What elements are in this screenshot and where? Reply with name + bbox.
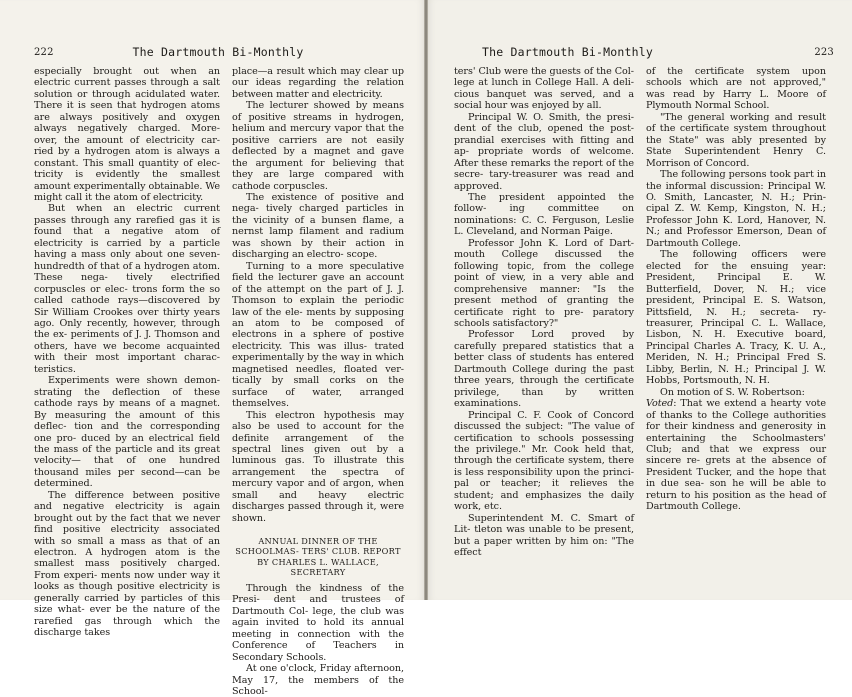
paragraph: Professor John K. Lord of Dart- mouth College discussed the following topic, from the college point of view, in a very able and comprehensive manner: "Is the present method of granting the certificate right to pre- paratory schools satisfactory?" xyxy=(454,237,634,329)
left-column-2 xyxy=(232,66,404,697)
left-column-1 xyxy=(34,66,220,639)
right-page xyxy=(426,0,852,600)
paragraph xyxy=(646,387,826,513)
paragraph: The president appointed the follow- ing committee on nominations: C. C. Ferguson, Leslie L. Cleveland, and Norman Paige. xyxy=(454,191,634,238)
page-number-right: 223 xyxy=(814,47,834,58)
running-head-left xyxy=(34,45,402,59)
article-heading: ANNUAL DINNER OF THE SCHOOLMAS- TERS' CLUB. REPORT BY CHARLES L. WALLACE, SECRETARY xyxy=(235,536,401,577)
paragraph: Experiments were shown demon- strating the deflection of these cathode rays by means of a magnet. By measuring the amount of this deflec- tion and the corresponding one pro- duced by an electrical field the mass of the particle and its great velocity— that of one hundred thousand miles per second—can be determined. xyxy=(34,375,220,490)
paragraph: Professor Lord proved by carefully prepared statistics that a better class of students has entered Dartmouth College during the past three years, through the certificate privilege, than by written examinations. xyxy=(454,329,634,410)
paragraph: This electron hypothesis may also be used to account for the definite arrangement of the spectral lines given out by a luminous gas. To illustrate this arrangement the spectra of mercury vapor and of argon, when small and heavy electric discharges passed through it, were shown. xyxy=(232,409,404,524)
continued-paragraph: of the certificate system upon schools which are not approved," was read by Harry L. Moore of Plymouth Normal School. xyxy=(646,66,826,112)
voted-label: Voted xyxy=(646,398,674,410)
paragraph: The following persons took part in the informal discussion: Principal W. O. Smith, Lancaster, N. H.; Prin- cipal Z. W. Kemp, Kingston, N. H.; Professor John K. Lord, Hanover, N. N.; and Professor Emerson, Dean of Dartmouth College. xyxy=(646,169,826,249)
paragraph: Turning to a more speculative field the lecturer gave an account of the attempt on the part of J. J. Thomson to explain the periodic law of the ele- ments by supposing an atom to be composed of electrons in a sphere of postive electricity. This was illus- trated experimentally by the way in which magnetised needles, floated ver- tically by small corks on the surface of water, arranged themselves. xyxy=(232,260,404,410)
paragraph: The following officers were elected for the ensuing year: President, Principal E. W. Butterfield, Dover, N. H.; vice president, Principal E. S. Watson, Pittsfield, N. H.; secreta- ry-treasurer, Principal C. L. Wallace, Lisbon, N. H. Executive board, Principal Charles A. Tracy, K. U. A., Meriden, N. H.; Principal Fred S. Libby, Berlin, N. H.; Principal J. W. Hobbs, Portsmouth, N. H. xyxy=(646,249,826,387)
continued-paragraph: place—a result which may clear up our ideas regarding the relation between matter and electricity. xyxy=(232,66,404,100)
paragraph: The existence of positive and nega- tively charged particles in the vicinity of a bunsen flame, a nernst lamp filament and radium was shown by their action in discharging an electro- scope. xyxy=(232,191,404,261)
paragraph: But when an electric current passes through any rarefied gas it is found that a negative atom of electricity is carried by a particle having a mass only about one seven-hundredth of that of a hydrogen atom. These nega- tively electrified corpuscles or elec- trons form the so called cathode rays—discovered by Sir William Crookes over thirty years ago. Only recently, however, through the ex- periments of J. J. Thomson and others, have we become acquainted with their most important charac- teristics. xyxy=(34,203,220,375)
continued-paragraph: ters' Club were the guests of the Col- lege at lunch in College Hall. A deli- cious banquet was served, and a social hour was enjoyed by all. xyxy=(454,66,634,112)
motion-text: : That we extend a hearty vote of thanks to the College authorities for their kindness and generosity in entertaining the Schoolmasters' Club; and that we express our sincere re- grets at the absence of President Tucker, and the hope that in due sea- son he will be able to return to his position as the head of Dartmouth College. xyxy=(646,398,826,513)
running-title-left: The Dartmouth Bi-Monthly xyxy=(132,45,304,59)
page-number-left: 222 xyxy=(34,47,54,58)
right-column-2 xyxy=(646,66,826,513)
right-column-1 xyxy=(454,66,634,558)
motion-lead: On motion of S. W. Robertson: xyxy=(660,386,805,398)
paragraph: Through the kindness of the Presi- dent and trustees of Dartmouth Col- lege, the club was again invited to hold its annual meeting in connection with the Conference of Teachers in Secondary Schools. xyxy=(232,582,404,663)
paragraph: "The general working and result of the certificate system throughout the State" was ably presented by State Superintendent Henry C. Morrison of Concord. xyxy=(646,111,826,169)
paragraph: The lecturer showed by means of positive streams in hydrogen, helium and mercury vapor that the positive carriers are not easily deflected by a magnet and gave the argument for believing that they are large compared with cathode corpuscles. xyxy=(232,100,404,192)
paragraph: Superintendent M. C. Smart of Lit- tleton was unable to be present, but a paper written by him on: "The effect xyxy=(454,512,634,559)
paragraph: At one o'clock, Friday afternoon, May 17, the members of the School- xyxy=(232,663,404,697)
paragraph: Principal W. O. Smith, the presi- dent of the club, opened the post- prandial exercises with fitting and ap- propriate words of welcome. After these remarks the report of the secre- tary-treasurer was read and approved. xyxy=(454,111,634,192)
paragraph: Principal C. F. Cook of Concord discussed the subject: "The value of certification to schools possessing the privilege." Mr. Cook held that, through the certificate system, there is less responsibility upon the princi- pal or teacher; it relieves the student; and emphasizes the daily work, etc. xyxy=(454,409,634,513)
paragraph: The difference between positive and negative electricity is again brought out by the fact that we never find positive electricity associated with so small a mass as that of an electron. A hydrogen atom is the smallest mass positively charged. From experi- ments now under way it looks as though positive electricity is generally carried by particles of this size what- ever be the nature of the rarefied gas through which the discharge takes xyxy=(34,489,220,639)
binding-gutter xyxy=(424,0,428,600)
continued-paragraph: especially brought out when an electric current passes through a salt solution or through acidulated water. There it is seen that hydrogen atoms are always positively and oxygen always negatively charged. More- over, the amount of electricity car- ried by a hydrogen atom is always a constant. This small quantity of elec- tricity is evidently the smallest amount experimentally obtainable. We might call it the atom of electricity. xyxy=(34,66,220,203)
running-head-right xyxy=(482,45,834,59)
running-title-right: The Dartmouth Bi-Monthly xyxy=(482,45,653,59)
